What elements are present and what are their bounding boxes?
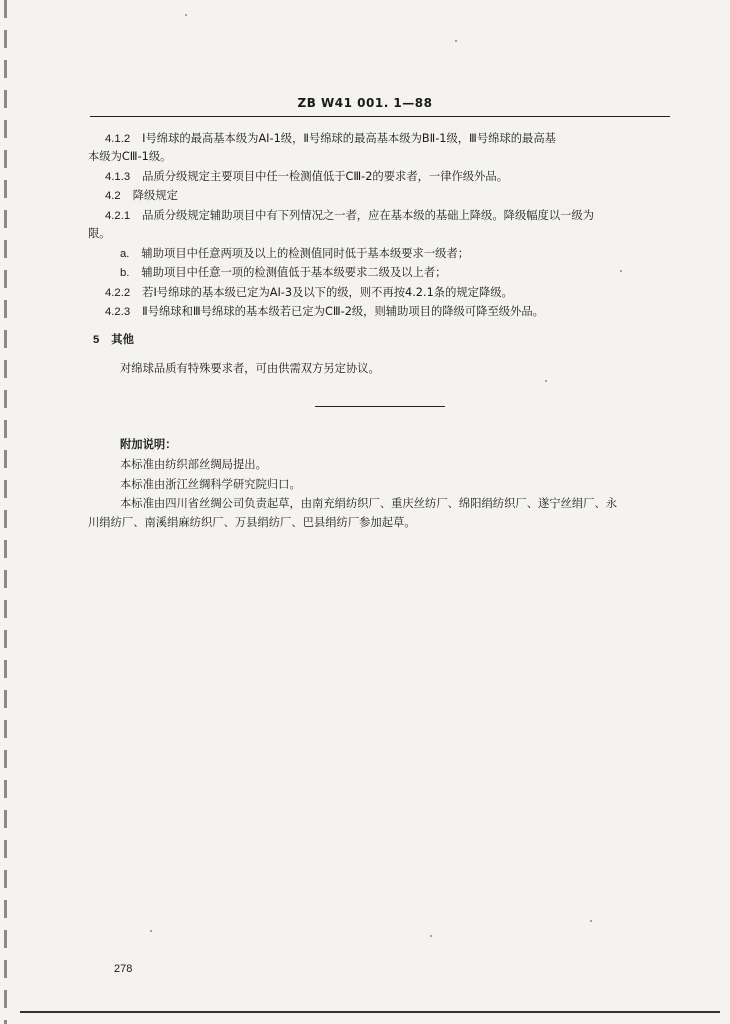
section-5-text: 对绵球品质有特殊要求者，可由供需双方另定协议。 xyxy=(120,362,380,375)
section-title: 其他 xyxy=(111,333,134,346)
clause-number: 4.2.2 xyxy=(105,287,131,299)
section-number: 5 xyxy=(93,334,100,346)
clause-number: 4.1.3 xyxy=(105,171,131,183)
clause-text: Ⅰ号绵球的最高基本级为AⅠ-1级，Ⅱ号绵球的最高基本级为BⅡ-1级，Ⅲ号绵球的最高基 xyxy=(142,132,556,145)
item-text: 辅助项目中任意一项的检测值低于基本级要求二级及以上者； xyxy=(141,266,447,279)
item-b xyxy=(120,266,446,280)
standard-code-header: ZB W41 001. 1—88 xyxy=(297,96,433,110)
scan-speck xyxy=(545,380,547,382)
header-rule xyxy=(90,116,670,117)
scan-speck xyxy=(150,930,152,932)
item-marker: b. xyxy=(120,267,130,279)
item-marker: a. xyxy=(120,248,130,260)
clause-number: 4.2 xyxy=(105,190,121,202)
scan-speck xyxy=(620,270,622,272)
page-number: 278 xyxy=(114,963,133,975)
clause-4-1-2-continued xyxy=(88,150,171,164)
clause-text: 本级为CⅢ-1级。 xyxy=(88,150,172,163)
clause-text: 若Ⅰ号绵球的基本级已定为AⅠ-3及以下的级，则不再按4.2.1条的规定降级。 xyxy=(142,286,513,299)
scan-edge-shadow xyxy=(4,0,7,1024)
clause-text: 品质分级规定辅助项目中有下列情况之一者，应在基本级的基础上降级。降级幅度以一级为 xyxy=(142,209,595,222)
item-a xyxy=(120,247,469,261)
clause-4-2 xyxy=(105,189,178,203)
clause-4-2-1 xyxy=(105,209,594,223)
notes-line-drafters: 本标准由四川省丝绸公司负责起草，由南充绢纺织厂、重庆丝纺厂、绵阳绢纺织厂、遂宁丝绢厂、永 xyxy=(120,497,618,510)
notes-title: 附加说明： xyxy=(120,438,177,451)
clause-text: 限。 xyxy=(88,227,111,240)
clause-4-1-2 xyxy=(105,132,556,146)
item-text: 辅助项目中任意两项及以上的检测值同时低于基本级要求一级者； xyxy=(141,247,470,260)
clause-text: Ⅱ号绵球和Ⅲ号绵球的基本级若已定为CⅢ-2级，则辅助项目的降级可降至级外品。 xyxy=(142,305,544,318)
scan-speck xyxy=(455,40,457,42)
scan-speck xyxy=(185,14,187,16)
notes-line-administrator: 本标准由浙江丝绸科学研究院归口。 xyxy=(120,478,301,491)
clause-4-2-1-continued xyxy=(88,227,111,241)
clause-text: 降级规定 xyxy=(132,189,178,202)
scan-speck xyxy=(430,935,432,937)
clause-number: 4.2.3 xyxy=(105,306,131,318)
separator-rule xyxy=(315,406,445,407)
clause-text: 品质分级规定主要项目中任一检测值低于CⅢ-2的要求者，一律作级外品。 xyxy=(142,170,508,183)
clause-number: 4.2.1 xyxy=(105,210,131,222)
section-5-heading xyxy=(93,333,134,347)
bottom-edge-rule xyxy=(20,1011,720,1013)
clause-4-2-3 xyxy=(105,305,544,319)
notes-line-proposer: 本标准由纺织部丝绸局提出。 xyxy=(120,458,267,471)
clause-4-2-2 xyxy=(105,286,513,300)
notes-line-drafters-continued: 川绢纺厂、南溪绢麻纺织厂、万县绢纺厂、巴县绢纺厂参加起草。 xyxy=(88,516,416,529)
scan-speck xyxy=(590,920,592,922)
clause-4-1-3 xyxy=(105,170,508,184)
clause-number: 4.1.2 xyxy=(105,133,131,145)
